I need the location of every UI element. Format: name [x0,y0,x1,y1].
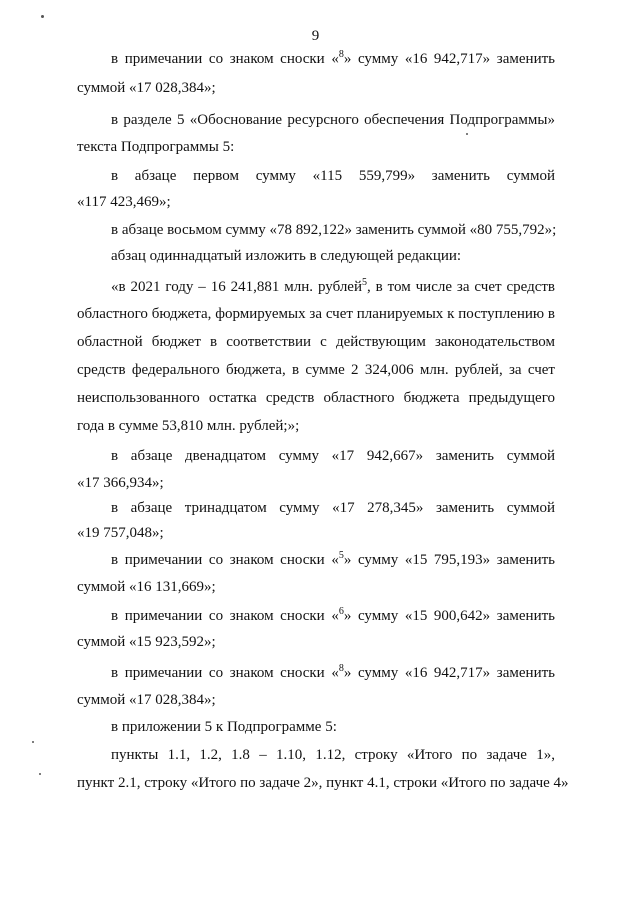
text-line: суммой «16 131,669»; [77,579,216,595]
text-line: в абзаце первом сумму «115 559,799» заменить суммой [111,168,555,184]
text-line: в разделе 5 «Обоснование ресурсного обеспечения Подпрограммы» [111,112,555,128]
text-line: текста Подпрограммы 5: [77,139,235,155]
text-segment: » сумму «15 795,193» заменить [343,552,555,568]
text-segment: «в 2021 году – 16 241,881 млн. рублей [111,279,362,295]
text-line [111,607,555,625]
text-segment: в примечании со знаком сноски « [111,665,339,681]
text-segment: » сумму «16 942,717» заменить [343,665,555,681]
text-line: суммой «17 028,384»; [77,692,216,708]
text-line: года в сумме 53,810 млн. рублей;»; [77,418,300,434]
text-segment: » сумму «16 942,717» заменить [343,51,555,67]
footnote-marker: 8 [338,663,344,674]
page-number: 9 [311,28,320,44]
text-segment: » сумму «15 900,642» заменить [343,608,555,624]
text-line: в абзаце двенадцатом сумму «17 942,667» заменить суммой [111,448,555,464]
text-segment: в примечании со знаком сноски « [111,552,339,568]
text-segment: в примечании со знаком сноски « [111,51,339,67]
footnote-marker: 8 [338,49,344,60]
text-line [111,278,555,296]
text-line: «17 366,934»; [77,475,164,491]
text-line: областного бюджета, формируемых за счет планируемых к поступлению в [77,306,555,322]
scan-speck [32,741,34,743]
scan-speck [466,133,468,135]
text-line: средств федерального бюджета, в сумме 2 324,006 млн. рублей, за счет [77,362,555,378]
footnote-marker: 6 [338,606,344,617]
text-line: в приложении 5 к Подпрограмме 5: [111,719,337,735]
text-line: неиспользованного остатка средств областного бюджета предыдущего [77,390,555,406]
text-segment: , в том числе за счет средств [367,279,555,295]
text-line: пункт 2.1, строку «Итого по задаче 2», пункт 4.1, строки «Итого по задаче 4» [77,775,569,791]
text-line: в абзаце восьмом сумму «78 892,122» заменить суммой «80 755,792»; [111,222,557,238]
text-line: областной бюджет в соответствии с действующим законодательством [77,334,555,350]
scan-speck [41,15,44,18]
text-line [111,664,555,682]
text-line: в абзаце тринадцатом сумму «17 278,345» заменить суммой [111,500,555,516]
text-line: «117 423,469»; [77,194,171,210]
text-line: суммой «15 923,592»; [77,634,216,650]
text-line [111,50,555,68]
text-line: пункты 1.1, 1.2, 1.8 – 1.10, 1.12, строку «Итого по задаче 1», [111,747,555,763]
footnote-marker: 5 [338,550,344,561]
text-line: «19 757,048»; [77,525,164,541]
text-line [111,551,555,569]
scan-speck [39,773,41,775]
footnote-marker: 5 [362,277,367,288]
text-segment: в примечании со знаком сноски « [111,608,339,624]
text-line: абзац одиннадцатый изложить в следующей редакции: [111,248,462,264]
text-line: суммой «17 028,384»; [77,80,216,96]
